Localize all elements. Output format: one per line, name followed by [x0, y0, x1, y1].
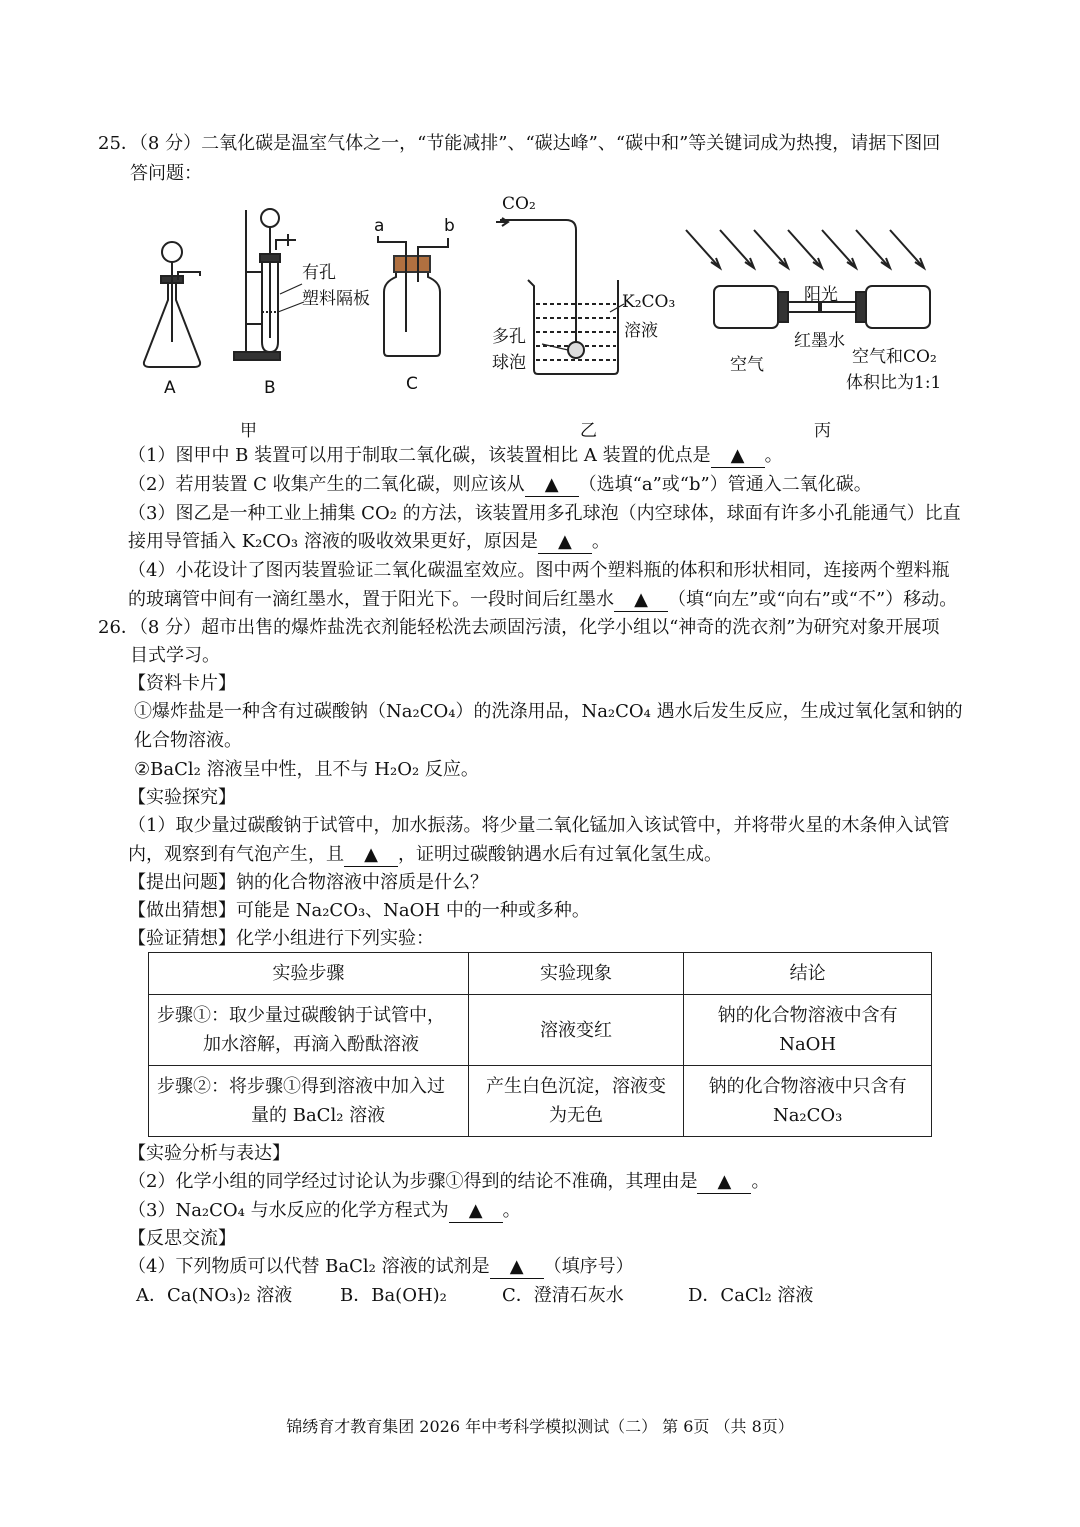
card-item-1-line2: 化合物溶液。	[134, 730, 242, 751]
experiment-table	[148, 952, 932, 1137]
q26-header: 26．（8 分）超市出售的爆炸盐洗衣剂能轻松洗去顽固污渍，化学小组以“神奇的洗衣剂”为研究对象开展项	[98, 617, 940, 638]
table-row	[149, 1066, 932, 1137]
phenomenon-1-cell: 溶液变红	[468, 995, 684, 1066]
porous-label-2: 球泡	[492, 353, 526, 373]
label-b: B	[264, 378, 276, 398]
q26-part1-end: ，证明过碳酸钠遇水后有过氧化氢生成。	[398, 844, 722, 865]
explore-title: 【实验探究】	[128, 787, 236, 808]
verify-line: 【验证猜想】化学小组进行下列实验：	[128, 928, 434, 949]
label-a: A	[164, 378, 176, 398]
conclusion-2-line1: 钠的化合物溶液中只含有	[708, 1076, 907, 1097]
caption-jia: 甲	[240, 421, 257, 441]
q25-part1	[128, 442, 783, 470]
q25-part3-end: 。	[591, 531, 610, 552]
step-1-line1: 步骤①：取少量过碳酸钠于试管中，	[157, 1005, 445, 1026]
reflect-title: 【反思交流】	[128, 1228, 236, 1249]
table-row	[149, 995, 932, 1066]
bottles-sunlight-drawing	[686, 230, 930, 328]
header-phenomenon: 实验现象	[468, 953, 684, 995]
q25-part3-line1: （3）图乙是一种工业上捕集 CO₂ 的方法，该装置用多孔球泡（内空球体，球面有许多小孔能通气）比直	[128, 503, 961, 524]
q26-part1-line2	[128, 841, 722, 869]
q25-part2-end: （选填“a”或“b”）管通入二氧化碳。	[578, 474, 872, 495]
k2co3-solution-label: 溶液	[624, 321, 658, 341]
q26-part1-text: 内，观察到有气泡产生，且	[128, 844, 344, 865]
step-2-cell	[149, 1066, 469, 1137]
q26-part3	[128, 1197, 521, 1225]
q25-part1-end: 。	[764, 445, 783, 466]
phenomenon-2-cell	[468, 1066, 684, 1137]
conclusion-1-line2: NaOH	[779, 1034, 837, 1055]
q26-part3-end: 。	[502, 1200, 521, 1221]
ratio-label: 体积比为1:1	[846, 373, 942, 393]
q26-part4-text: （4）下列物质可以代替 BaCl₂ 溶液的试剂是	[128, 1256, 490, 1277]
bottle-c-drawing	[378, 236, 448, 356]
q25-part4-line2	[128, 586, 957, 614]
stand-b-drawing	[234, 209, 304, 360]
option-c[interactable]: C．澄清石灰水	[502, 1285, 624, 1306]
answer-blank-25-3[interactable]: ▲	[538, 531, 592, 554]
q26-part4	[128, 1253, 634, 1281]
q26-part2	[128, 1168, 769, 1196]
answer-blank-26-1[interactable]: ▲	[344, 844, 398, 867]
q25-part2-text: （2）若用装置 C 收集产生的二氧化碳，则应该从	[128, 474, 525, 495]
label-c: C	[406, 374, 418, 394]
q25-figure	[130, 192, 970, 442]
step-1-cell	[149, 995, 469, 1066]
q25-header-cont: 答问题：	[130, 163, 202, 184]
header-conclusion: 结论	[684, 953, 932, 995]
step-2-line1: 步骤②：将步骤①得到溶液中加入过	[157, 1076, 445, 1097]
conclusion-1-line1: 钠的化合物溶液中含有	[717, 1005, 898, 1026]
option-b[interactable]: B．Ba(OH)₂	[340, 1285, 447, 1306]
caption-bing: 丙	[814, 421, 831, 441]
q25-part4-text: 的玻璃管中间有一滴红墨水，置于阳光下。一段时间后红墨水	[128, 589, 614, 610]
option-a[interactable]: A．Ca(NO₃)₂ 溶液	[136, 1285, 293, 1306]
caption-yi: 乙	[580, 421, 597, 441]
c-pipe-a: a	[374, 216, 385, 236]
q26-header-cont: 目式学习。	[130, 645, 220, 666]
b-note-2: 塑料隔板	[302, 289, 370, 309]
conclusion-2-cell	[684, 1066, 932, 1137]
answer-blank-26-4[interactable]: ▲	[490, 1256, 544, 1279]
analysis-title: 【实验分析与表达】	[128, 1143, 290, 1164]
phenomenon-2-line1: 产生白色沉淀，溶液变	[486, 1076, 666, 1097]
b-note-1: 有孔	[302, 263, 336, 283]
q25-part3-line2	[128, 528, 610, 556]
conclusion-1-cell	[684, 995, 932, 1066]
question-line: 【提出问题】钠的化合物溶液中溶质是什么？	[128, 872, 488, 893]
q25-part1-text: （1）图甲中 B 装置可以用于制取二氧化碳，该装置相比 A 装置的优点是	[128, 445, 711, 466]
c-pipe-b: b	[444, 216, 455, 236]
red-ink-label: 红墨水	[794, 331, 845, 351]
conclusion-2-line2: Na₂CO₃	[772, 1105, 843, 1126]
step-2-line2: 量的 BaCl₂ 溶液	[251, 1105, 386, 1126]
answer-blank-25-4[interactable]: ▲	[614, 589, 668, 612]
apparatus-diagram	[130, 192, 970, 442]
q26-part4-end: （填序号）	[543, 1256, 634, 1277]
table-header-row	[149, 953, 932, 995]
answer-blank-26-2[interactable]: ▲	[697, 1171, 751, 1194]
page-footer: 锦绣育才教育集团 2026 年中考科学模拟测试（二） 第 6页 （共 8页）	[286, 1417, 794, 1436]
card-item-2: ②BaCl₂ 溶液呈中性，且不与 H₂O₂ 反应。	[134, 759, 479, 780]
flask-a-drawing	[144, 242, 200, 367]
q25-part2	[128, 471, 872, 499]
q25-part4-line1: （4）小花设计了图丙装置验证二氧化碳温室效应。图中两个塑料瓶的体积和形状相同，连接两个塑料瓶	[128, 560, 950, 581]
co2-label: CO₂	[502, 194, 536, 214]
k2co3-label: K₂CO₃	[622, 292, 676, 312]
header-step: 实验步骤	[149, 953, 469, 995]
q26-part2-end: 。	[751, 1171, 770, 1192]
guess-line: 【做出猜想】可能是 Na₂CO₃、NaOH 中的一种或多种。	[128, 900, 590, 921]
phenomenon-2-line2: 为无色	[549, 1105, 603, 1126]
air-label: 空气	[730, 355, 764, 375]
sunlight-label: 阳光	[804, 285, 838, 305]
card-item-1-line1: ①爆炸盐是一种含有过碳酸钠（Na₂CO₄）的洗涤用品，Na₂CO₄ 遇水后发生反应，生成过氧化氢和钠的	[134, 701, 963, 722]
q25-part4-end: （填“向左”或“向右”或“不”）移动。	[668, 589, 958, 610]
q26-part3-text: （3）Na₂CO₄ 与水反应的化学方程式为	[128, 1200, 449, 1221]
q26-part1-line1: （1）取少量过碳酸钠于试管中，加水振荡。将少量二氧化锰加入该试管中，并将带火星的木条伸入试管	[128, 815, 950, 836]
porous-label-1: 多孔	[492, 327, 526, 347]
q26-part2-text: （2）化学小组的同学经过讨论认为步骤①得到的结论不准确，其理由是	[128, 1171, 698, 1192]
step-1-line2: 加水溶解，再滴入酚酞溶液	[203, 1034, 419, 1055]
answer-blank-26-3[interactable]: ▲	[449, 1200, 503, 1223]
q25-header: 25．（8 分）二氧化碳是温室气体之一，“节能减排”、“碳达峰”、“碳中和”等关键词成为热搜，请据下图回	[98, 133, 941, 154]
card-title: 【资料卡片】	[128, 673, 236, 694]
answer-blank-25-2[interactable]: ▲	[525, 474, 579, 497]
option-d[interactable]: D．CaCl₂ 溶液	[688, 1285, 814, 1306]
q25-part3-text: 接用导管插入 K₂CO₃ 溶液的吸收效果更好，原因是	[128, 531, 538, 552]
answer-blank-25-1[interactable]: ▲	[711, 445, 765, 468]
air-co2-label: 空气和CO₂	[852, 347, 937, 367]
